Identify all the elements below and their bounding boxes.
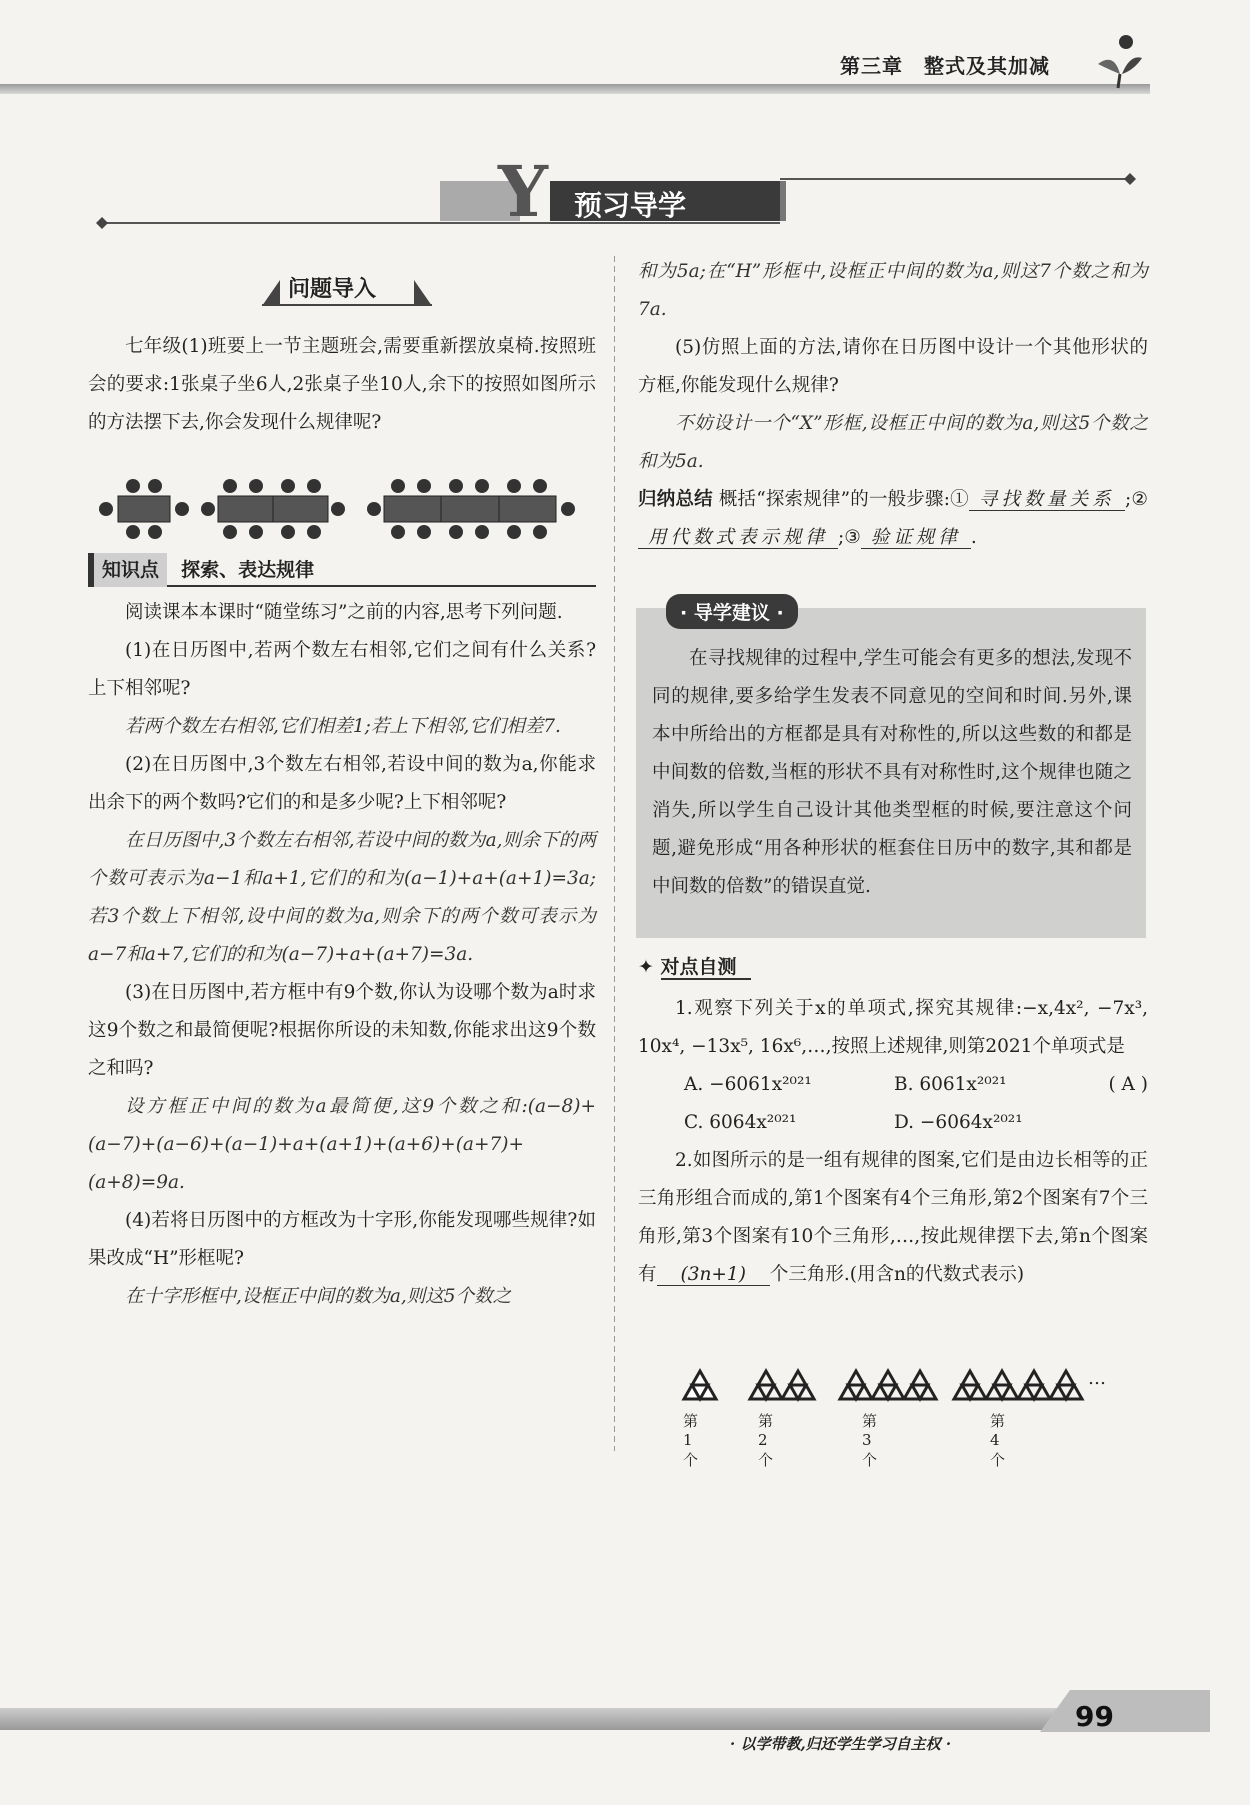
fig-ellipsis: … bbox=[1088, 1368, 1106, 1389]
banner-rule-right bbox=[780, 178, 1130, 180]
fig-label-2: 第2个 bbox=[758, 1412, 774, 1469]
selftest-q2-end: 个三角形.(用含n的代数式表示) bbox=[769, 1264, 1025, 1285]
knowledge-title: 探索、表达规律 bbox=[181, 559, 315, 581]
banner-title: 预习导学 bbox=[574, 189, 687, 222]
page-number-tab bbox=[1040, 1686, 1210, 1736]
column-divider bbox=[614, 256, 615, 1451]
selftest-q1-text: 1.观察下列关于x的单项式,探究其规律:−x,4x², −7x³, 10x⁴, −13x⁵, 16x⁶,…,按照上述规律,则第2021个单项式是 bbox=[638, 998, 1148, 1057]
guide-text-block bbox=[652, 640, 1132, 906]
tables-figure bbox=[98, 478, 588, 540]
footer-slogan: · 以学带教,归还学生学习自主权 · bbox=[730, 1735, 952, 1753]
option-c: C. 6064x²⁰²¹ bbox=[684, 1112, 797, 1133]
footer-bar bbox=[0, 1708, 1080, 1730]
diamond-icon bbox=[96, 217, 108, 229]
question-3: (3)在日历图中,若方框中有9个数,你认为设哪个数为a时求这9个数之和最简便呢?根据你所设的未知数,你能求出这9个数之和吗? bbox=[88, 982, 596, 1079]
selftest-q1-answer: ( A ) bbox=[1108, 1074, 1148, 1095]
answer-5: 不妨设计一个“X”形框,设框正中间的数为a,则这5个数之和为5a. bbox=[638, 413, 1148, 472]
question-5: (5)仿照上面的方法,请你在日历图中设计一个其他形状的方框,你能发现什么规律? bbox=[638, 337, 1148, 396]
problem-intro bbox=[88, 328, 596, 442]
selftest-q2 bbox=[638, 1142, 1148, 1294]
chapter-title: 第三章 整式及其加减 bbox=[840, 54, 1050, 78]
fig-label-1: 第1个 bbox=[683, 1412, 699, 1469]
star-icon: ✦ bbox=[638, 956, 654, 978]
diamond-icon bbox=[1124, 173, 1136, 185]
selftest-q2-answer: (3n+1) bbox=[657, 1264, 770, 1286]
summary-step-3: 验证规律 bbox=[861, 527, 971, 549]
answer-2: 在日历图中,3个数左右相邻,若设中间的数为a,则余下的两个数可表示为a−1和a+1,它们的和为(a−1)+a+(a+1)=3a;若3个数上下相邻,设中间的数为a,则余下的两个数可表示为a−7和a+7,它们的和为(a−7)+a+(a+7)=3a. bbox=[88, 830, 596, 965]
summary-lead: 概括“探索规律”的一般步骤:① bbox=[718, 489, 969, 510]
summary-step-2: 用代数式表示规律 bbox=[638, 527, 838, 549]
selftest-heading bbox=[638, 952, 751, 979]
right-column bbox=[638, 253, 1148, 557]
triangle-patterns-figure bbox=[680, 1365, 1100, 1405]
question-2: (2)在日历图中,3个数左右相邻,若设中间的数为a,你能求出余下的两个数吗?它们的和是多少呢?上下相邻呢? bbox=[88, 754, 596, 813]
page-number: 99 bbox=[1075, 1700, 1114, 1733]
summary bbox=[638, 481, 1148, 557]
summary-step-1: 寻找数量关系 bbox=[969, 489, 1125, 511]
problem-text: 七年级(1)班要上一节主题班会,需要重新摆放桌椅.按照班会的要求:1张桌子坐6人,2张桌子坐10人,余下的按照如图所示的方法摆下去,你会发现什么规律呢? bbox=[88, 336, 596, 433]
banner-letter: Y bbox=[498, 150, 548, 233]
left-column bbox=[88, 594, 596, 1316]
question-4: (4)若将日历图中的方框改为十字形,你能发现哪些规律?如果改成“H”形框呢? bbox=[88, 1210, 596, 1269]
guide-text: 在寻找规律的过程中,学生可能会有更多的想法,发现不同的规律,要多给学生发表不同意见的空间和时间.另外,课本中所给出的方框都是具有对称性的,所以这些数的和都是中间数的倍数,当框的形状不具有对称性时,这个规律也随之消失,所以学生自己设计其他类型框的时候,要注意这个问题,避免形成“用各种形状的框套住日历中的数字,其和都是中间数的倍数”的错误直觉. bbox=[652, 648, 1132, 897]
selftest-q2-text: 2.如图所示的是一组有规律的图案,它们是由边长相等的正三角形组合而成的,第1个图案有4个三角形,第2个图案有7个三角形,第3个图案有10个三角形,…,按此规律摆下去,第n个图案有 bbox=[638, 1150, 1148, 1285]
summary-sep-2: ;③ bbox=[838, 527, 861, 548]
option-b: B. 6061x²⁰²¹ bbox=[894, 1074, 1007, 1095]
header-bar bbox=[0, 84, 1150, 94]
summary-end: . bbox=[970, 527, 977, 548]
answer-1: 若两个数左右相邻,它们相差1;若上下相邻,它们相差7. bbox=[125, 716, 561, 737]
answer-4-start: 在十字形框中,设框正中间的数为a,则这5个数之 bbox=[125, 1286, 512, 1307]
leaf-logo-icon bbox=[1090, 30, 1150, 90]
option-a: A. −6061x²⁰²¹ bbox=[684, 1074, 812, 1095]
answer-3: 设方框正中间的数为a最简便,这9个数之和:(a−8)+(a−7)+(a−6)+(a−1)+a+(a+1)+(a+6)+(a+7)+(a+8)=9a. bbox=[88, 1096, 596, 1193]
knowledge-point-bar bbox=[88, 553, 596, 587]
selftest-q1-options bbox=[684, 1066, 1071, 1142]
question-1: (1)在日历图中,若两个数左右相邻,它们之间有什么关系?上下相邻呢? bbox=[88, 640, 596, 699]
fig-label-3: 第3个 bbox=[862, 1412, 878, 1469]
intro-text: 阅读课本本课时“随堂练习”之前的内容,思考下列问题. bbox=[125, 602, 563, 623]
summary-sep-1: ;② bbox=[1124, 489, 1148, 510]
fig-label-4: 第4个 bbox=[990, 1412, 1006, 1469]
selftest-body bbox=[638, 990, 1148, 1294]
selftest-title: 对点自测 bbox=[661, 956, 751, 980]
knowledge-label: 知识点 bbox=[88, 553, 167, 587]
option-d: D. −6064x²⁰²¹ bbox=[894, 1112, 1023, 1133]
answer-4-cont: 和为5a;在“H”形框中,设框正中间的数为a,则这7个数之和为7a. bbox=[638, 261, 1148, 320]
summary-label: 归纳总结 bbox=[638, 489, 713, 510]
guide-tag: · 导学建议 · bbox=[666, 594, 798, 629]
problem-heading: 问题导入 bbox=[288, 277, 377, 302]
